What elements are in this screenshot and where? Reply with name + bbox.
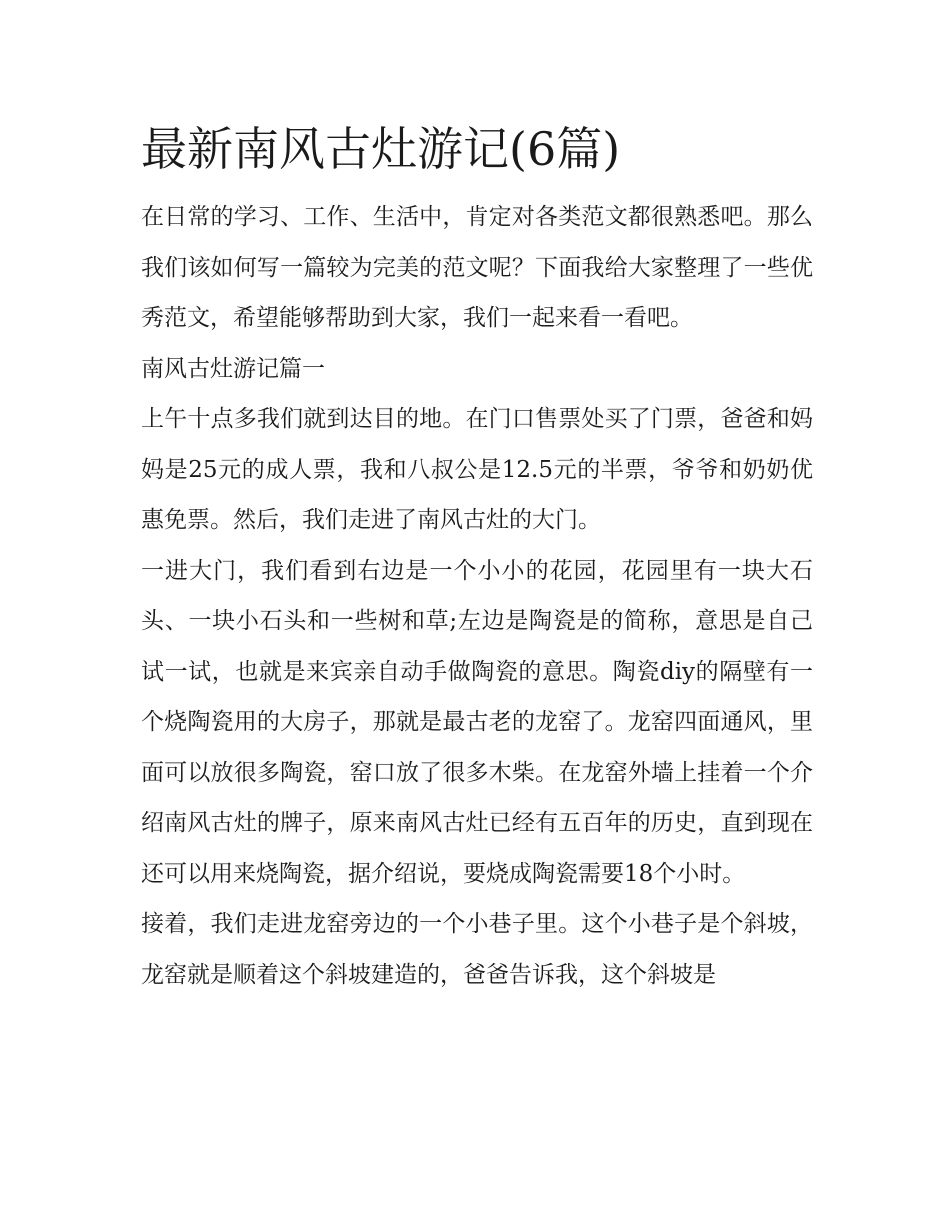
section-heading: 南风古灶游记篇一 <box>141 355 325 382</box>
document-page <box>141 118 813 1000</box>
body-paragraph: 接着，我们走进龙窑旁边的一个小巷子里。这个小巷子是个斜坡，龙窑就是顺着这个斜坡建造的，爸爸告诉我，这个斜坡是 <box>141 911 813 988</box>
document-title: 最新南风古灶游记(6篇) <box>141 122 621 176</box>
body-paragraph: 一进大门，我们看到右边是一个小小的花园，花园里有一块大石头、一块小石头和一些树和草;左边是陶瓷是的简称，意思是自己试一试，也就是来宾亲自动手做陶瓷的意思。陶瓷diy的隔壁有一个烧陶瓷用的大房子，那就是最古老的龙窑了。龙窑四面通风，里面可以放很多陶瓷，窑口放了很多木柴。在龙窑外墙上挂着一个介绍南风古灶的牌子，原来南风古灶已经有五百年的历史，直到现在还可以用来烧陶瓷，据介绍说，要烧成陶瓷需要18个小时。 <box>141 557 813 887</box>
intro-paragraph: 在日常的学习、工作、生活中，肯定对各类范文都很熟悉吧。那么我们该如何写一篇较为完美的范文呢？下面我给大家整理了一些优秀范文，希望能够帮助到大家，我们一起来看一看吧。 <box>141 204 813 331</box>
body-paragraph: 上午十点多我们就到达目的地。在门口售票处买了门票，爸爸和妈妈是25元的成人票，我和八叔公是12.5元的半票，爷爷和奶奶优惠免票。然后，我们走进了南风古灶的大门。 <box>141 406 813 533</box>
